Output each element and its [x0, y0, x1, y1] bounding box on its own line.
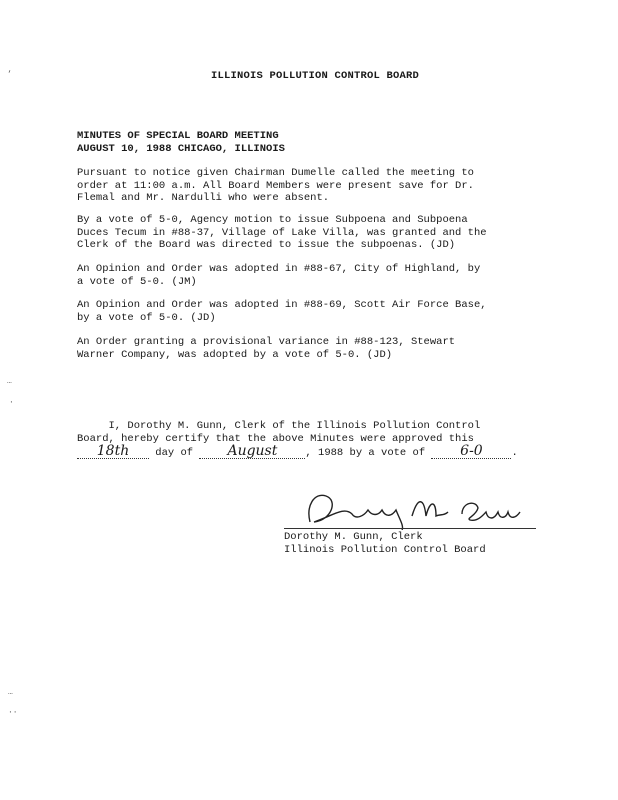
- certification-line-1: I, Dorothy M. Gunn, Clerk of the Illinois Pollution Control: [77, 420, 481, 432]
- paragraph-call-to-order: Pursuant to notice given Chairman Dumelle called the meeting to order at 11:00 a.m. All Board Members were present save for Dr. Flemal and Mr. Nardulli who were absent.: [77, 167, 474, 204]
- scan-speck: ··: [8, 708, 18, 717]
- certification-line-2: Board, hereby certify that the above Minutes were approved this: [77, 432, 474, 445]
- paragraph-stewart-warner: An Order granting a provisional variance in #88-123, Stewart Warner Company, was adopted by a vote of 5-0. (JD): [77, 336, 456, 361]
- scan-speck: …: [7, 377, 12, 386]
- minutes-heading: MINUTES OF SPECIAL BOARD MEETING: [77, 130, 279, 142]
- signature-line: [284, 528, 536, 529]
- scan-speck: ·: [9, 398, 14, 407]
- paragraph-highland: An Opinion and Order was adopted in #88-67, City of Highland, by a vote of 5-0. (JM): [77, 263, 481, 288]
- clerk-name: Dorothy M. Gunn, Clerk: [284, 531, 423, 543]
- vote-blank: 6-0: [431, 445, 511, 459]
- scan-speck: ‘: [7, 70, 12, 79]
- board-name: Illinois Pollution Control Board: [284, 543, 486, 556]
- certification-block: [77, 420, 557, 460]
- meeting-date-heading: AUGUST 10, 1988 CHICAGO, ILLINOIS: [77, 143, 285, 155]
- year-text: , 1988 by a vote of: [305, 447, 432, 459]
- certification-line-3: [77, 445, 557, 460]
- scan-speck: …: [8, 688, 13, 697]
- signature-caption: [284, 531, 486, 556]
- document-title: ILLINOIS POLLUTION CONTROL BOARD: [210, 70, 420, 82]
- end-text: .: [511, 447, 518, 459]
- handwritten-signature: [292, 486, 542, 530]
- day-text: day of: [149, 447, 200, 459]
- day-blank: 18th: [77, 445, 149, 459]
- signature-text: Dorothy M. Gunn: [292, 486, 302, 487]
- month-blank: August: [199, 445, 305, 459]
- paragraph-scott-afb: An Opinion and Order was adopted in #88-69, Scott Air Force Base, by a vote of 5-0. (JD): [77, 299, 487, 324]
- paragraph-subpoena: By a vote of 5-0, Agency motion to issue Subpoena and Subpoena Duces Tecum in #88-37, Village of Lake Villa, was granted and the Clerk of the Board was directed to issue the subpoenas. (JD): [77, 214, 487, 251]
